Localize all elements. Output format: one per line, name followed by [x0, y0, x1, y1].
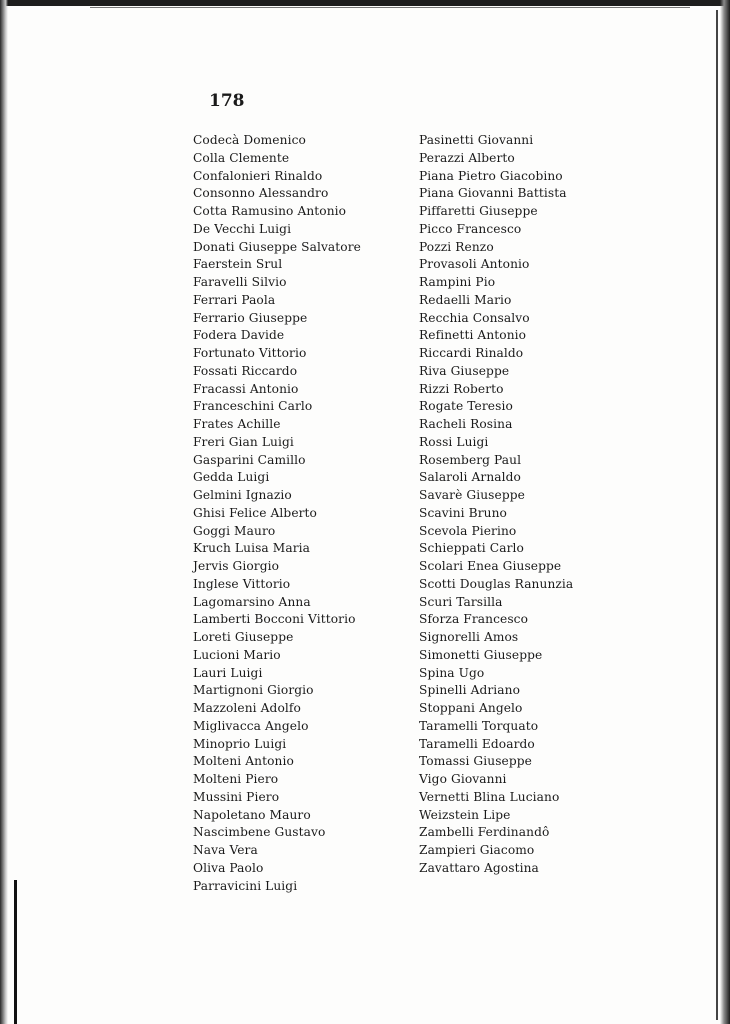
- list-item: Oliva Paolo: [193, 860, 264, 875]
- list-item: Stoppani Angelo: [419, 701, 523, 715]
- list-item: Ferrario Giuseppe: [193, 310, 308, 325]
- list-item: Salaroli Arnaldo: [419, 470, 521, 485]
- list-item: Codecà Domenico: [193, 133, 306, 147]
- list-item: Zambelli Ferdinandô: [419, 825, 550, 840]
- list-item: Frates Achille: [193, 417, 281, 431]
- list-item: Loreti Giuseppe: [193, 630, 294, 644]
- list-item: Lamberti Bocconi Vittorio: [193, 612, 356, 627]
- list-item: Scolari Enea Giuseppe: [419, 559, 562, 573]
- list-item: Perazzi Alberto: [419, 150, 515, 165]
- list-item: Ferrari Paola: [193, 292, 276, 307]
- list-item: Riccardi Rinaldo: [419, 346, 524, 360]
- list-item: Franceschini Carlo: [193, 399, 313, 414]
- list-item: Scuri Tarsilla: [419, 594, 503, 609]
- list-item: Provasoli Antonio: [419, 257, 530, 272]
- list-item: Nascimbene Gustavo: [193, 825, 326, 840]
- scan-edge-right: [720, 0, 730, 1024]
- scan-line-top: [90, 7, 690, 8]
- list-item: Lauri Luigi: [193, 665, 263, 680]
- list-item: Piffaretti Giuseppe: [419, 204, 538, 218]
- list-item: Cotta Ramusino Antonio: [193, 204, 347, 218]
- list-item: Nava Vera: [193, 843, 258, 857]
- list-item: Lucioni Mario: [193, 647, 281, 662]
- scan-line-right: [716, 10, 718, 1020]
- list-item: Rizzi Roberto: [419, 381, 504, 396]
- list-item: Piana Giovanni Battista: [419, 186, 567, 201]
- list-item: Zavattaro Agostina: [419, 860, 539, 875]
- list-item: Taramelli Edoardo: [419, 736, 535, 751]
- list-item: Simonetti Giuseppe: [419, 647, 543, 662]
- list-item: Donati Giuseppe Salvatore: [193, 239, 361, 254]
- list-item: Scavini Bruno: [419, 505, 507, 520]
- list-item: Inglese Vittorio: [193, 576, 291, 591]
- list-item: Pasinetti Giovanni: [419, 133, 534, 147]
- list-item: Weizstein Lipe: [419, 807, 511, 822]
- list-item: Recchia Consalvo: [419, 310, 530, 325]
- list-item: Faravelli Silvio: [193, 275, 287, 289]
- scan-edge-top: [0, 0, 730, 6]
- list-item: Faerstein Srul: [193, 257, 283, 272]
- list-item: Minoprio Luigi: [193, 736, 287, 751]
- list-item: Scotti Douglas Ranunzia: [419, 576, 574, 591]
- list-item: Gasparini Camillo: [193, 452, 306, 467]
- scan-edge-left: [0, 0, 8, 1024]
- list-item: Scevola Pierino: [419, 523, 517, 538]
- list-item: Colla Clemente: [193, 150, 290, 165]
- list-item: Spinelli Adriano: [419, 683, 521, 698]
- list-item: Savarè Giuseppe: [419, 488, 525, 502]
- name-list-right: [419, 132, 573, 878]
- list-item: Consonno Alessandro: [193, 186, 329, 201]
- list-item: Fossati Riccardo: [193, 363, 298, 378]
- list-item: Lagomarsino Anna: [193, 594, 311, 609]
- list-item: Rogate Teresio: [419, 399, 513, 414]
- list-item: Rampini Pio: [419, 275, 496, 289]
- list-item: Riva Giuseppe: [419, 363, 510, 378]
- list-item: Signorelli Amos: [419, 630, 519, 644]
- page-number: 178: [209, 91, 245, 111]
- list-item: Spina Ugo: [419, 665, 485, 680]
- scan-line-left: [14, 880, 17, 1024]
- list-item: Piana Pietro Giacobino: [419, 168, 563, 183]
- list-item: Jervis Giorgio: [193, 559, 280, 573]
- list-item: Molteni Antonio: [193, 754, 294, 769]
- list-item: Kruch Luisa Maria: [193, 541, 310, 556]
- list-item: Freri Gian Luigi: [193, 434, 294, 449]
- list-item: Redaelli Mario: [419, 292, 512, 307]
- list-item: Martignoni Giorgio: [193, 683, 314, 698]
- list-item: Confalonieri Rinaldo: [193, 168, 323, 183]
- list-item: Zampieri Giacomo: [419, 843, 535, 857]
- list-item: Fodera Davide: [193, 328, 285, 343]
- list-item: Gedda Luigi: [193, 470, 270, 485]
- list-item: Fortunato Vittorio: [193, 346, 307, 360]
- list-item: Vigo Giovanni: [419, 772, 507, 786]
- list-item: Goggi Mauro: [193, 523, 276, 538]
- name-list-left: [193, 132, 361, 895]
- list-item: Schieppati Carlo: [419, 541, 524, 556]
- list-item: Gelmini Ignazio: [193, 488, 292, 502]
- list-item: Tomassi Giuseppe: [419, 754, 532, 769]
- list-item: Mussini Piero: [193, 789, 280, 804]
- list-item: Picco Francesco: [419, 221, 522, 236]
- list-item: Miglivacca Angelo: [193, 718, 309, 733]
- list-item: De Vecchi Luigi: [193, 221, 292, 236]
- list-item: Rosemberg Paul: [419, 452, 522, 467]
- list-item: Rossi Luigi: [419, 434, 489, 449]
- list-item: Taramelli Torquato: [419, 718, 539, 733]
- list-item: Parravicini Luigi: [193, 878, 298, 893]
- list-item: Pozzi Renzo: [419, 239, 494, 254]
- list-item: Fracassi Antonio: [193, 381, 299, 396]
- list-item: Ghisi Felice Alberto: [193, 505, 317, 520]
- list-item: Sforza Francesco: [419, 612, 529, 627]
- list-item: Mazzoleni Adolfo: [193, 701, 301, 715]
- list-item: Napoletano Mauro: [193, 807, 311, 822]
- list-item: Vernetti Blina Luciano: [419, 789, 560, 804]
- list-item: Refinetti Antonio: [419, 328, 527, 343]
- list-item: Molteni Piero: [193, 772, 279, 786]
- list-item: Racheli Rosina: [419, 417, 513, 431]
